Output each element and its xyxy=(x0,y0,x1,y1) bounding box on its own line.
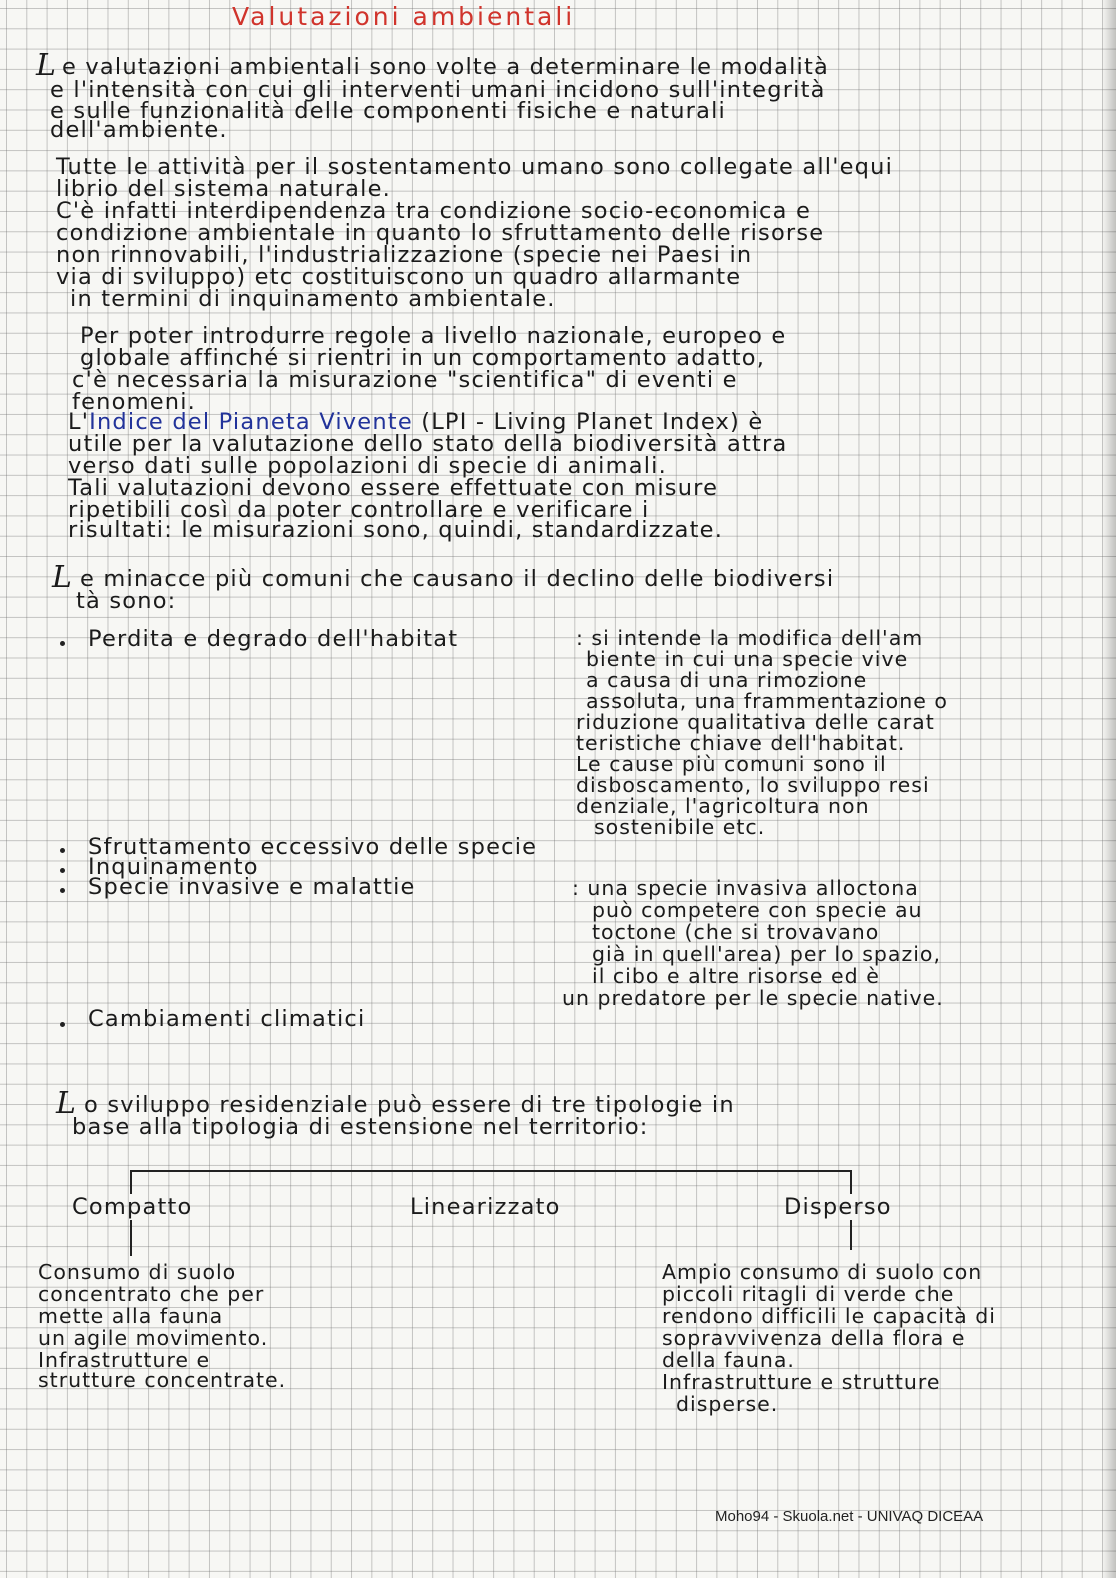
text-line: C'è infatti interdipendenza tra condizione socio-economica e xyxy=(56,198,812,224)
text-line: biente in cui una specie vive xyxy=(586,647,909,671)
text-line: o sviluppo residenziale può essere di tre tipologie in xyxy=(84,1092,735,1118)
text-line: il cibo e altre risorse ed è xyxy=(592,964,880,988)
text-line: assoluta, una frammentazione o xyxy=(586,689,948,713)
text-line: sostenibile etc. xyxy=(594,815,766,839)
text-line: della fauna. xyxy=(662,1348,795,1372)
text-line: denziale, l'agricoltura non xyxy=(576,794,870,818)
bullet-icon xyxy=(60,848,65,853)
lpi-rest: (LPI - Living Planet Index) è xyxy=(412,409,764,435)
text-line: : una specie invasiva alloctona xyxy=(572,876,919,900)
text-line: riduzione qualitativa delle carat xyxy=(576,710,935,734)
text-line: Tali valutazioni devono essere effettuate con misure xyxy=(68,475,719,501)
diagram-connector xyxy=(850,1220,852,1250)
text-line: un predatore per le specie native. xyxy=(562,986,944,1010)
threat-pollution: Inquinamento xyxy=(88,854,259,880)
text-line: teristiche chiave dell'habitat. xyxy=(576,731,906,755)
threat-invasive-label: Specie invasive e malattie xyxy=(88,874,416,900)
bullet-icon xyxy=(60,641,65,646)
text-line: risultati: le misurazioni sono, quindi, standardizzate. xyxy=(68,517,724,543)
type-linearizzato: Linearizzato xyxy=(410,1194,561,1220)
text-line: Infrastrutture e strutture xyxy=(662,1370,941,1394)
text-line: Tutte le attività per il sostentamento umano sono collegate all'equi xyxy=(56,154,894,180)
threat-habitat-label: Perdita e degrado dell'habitat xyxy=(88,626,459,652)
text-line: Ampio consumo di suolo con xyxy=(662,1260,983,1284)
text-line: concentrato che per xyxy=(38,1282,265,1306)
diagram-branch-line xyxy=(130,1170,852,1172)
initial-letter: L xyxy=(52,560,72,595)
text-line: e l'intensità con cui gli interventi umani incidono sull'integrità xyxy=(50,77,826,103)
diagram-connector xyxy=(850,1170,852,1194)
text-line: dell'ambiente. xyxy=(50,117,228,143)
text-line: non rinnovabili, l'industrializzazione (specie nei Paesi in xyxy=(56,242,753,268)
text-line: : si intende la modifica dell'am xyxy=(576,626,924,650)
text-line: strutture concentrate. xyxy=(38,1368,287,1392)
text-line: a causa di una rimozione xyxy=(586,668,868,692)
text-line: in termini di inquinamento ambientale. xyxy=(70,286,556,312)
text-line: utile per la valutazione dello stato della biodiversità attra xyxy=(68,431,788,457)
text-line: mette alla fauna xyxy=(38,1304,224,1328)
initial-letter: L xyxy=(36,48,56,83)
lpi-name: Indice del Pianeta Vivente xyxy=(89,409,413,435)
text-line: rendono difficili le capacità di xyxy=(662,1304,996,1328)
text-line: fenomeni. xyxy=(72,389,197,415)
text-line: via di sviluppo) etc costituiscono un quadro allarmante xyxy=(56,264,742,290)
diagram-connector xyxy=(130,1220,132,1256)
text-line: sopravvivenza della flora e xyxy=(662,1326,966,1350)
text-line: globale affinché si rientri in un comportamento adatto, xyxy=(80,345,766,371)
text-line: Infrastrutture e xyxy=(38,1348,211,1372)
text-line: tà sono: xyxy=(76,588,177,614)
text-line: toctone (che si trovavano xyxy=(592,920,880,944)
text-line: e valutazioni ambientali sono volte a determinare le modalità xyxy=(62,54,829,80)
text-line: Le cause più comuni sono il xyxy=(576,752,887,776)
page-title: Valutazioni ambientali xyxy=(232,2,576,31)
footer-credit: Moho94 - Skuola.net - UNIVAQ DICEAA xyxy=(715,1508,984,1525)
text-line: e sulle funzionalità delle componenti fisiche e naturali xyxy=(50,98,727,124)
text-line: Per poter introdurre regole a livello nazionale, europeo e xyxy=(80,323,787,349)
text-line: già in quell'area) per lo spazio, xyxy=(592,942,941,966)
threat-overexploitation: Sfruttamento eccessivo delle specie xyxy=(88,834,538,860)
lpi-prefix: L' xyxy=(68,409,90,435)
text-line: ripetibili così da poter controllare e verificare i xyxy=(68,497,650,523)
text-line: condizione ambientale in quanto lo sfruttamento delle risorse xyxy=(56,220,825,246)
bullet-icon xyxy=(60,888,65,893)
text-line: e minacce più comuni che causano il declino delle biodiversi xyxy=(80,566,835,592)
text-line: un agile movimento. xyxy=(38,1326,269,1350)
text-line: disboscamento, lo sviluppo resi xyxy=(576,773,930,797)
text-line: disperse. xyxy=(676,1392,779,1416)
text-line: verso dati sulle popolazioni di specie di animali. xyxy=(68,453,667,479)
text-line: Consumo di suolo xyxy=(38,1260,237,1284)
bullet-icon xyxy=(60,1022,65,1027)
bullet-icon xyxy=(60,868,65,873)
type-disperso: Disperso xyxy=(784,1194,892,1220)
text-line: librio del sistema naturale. xyxy=(56,176,391,202)
text-line: piccoli ritagli di verde che xyxy=(662,1282,955,1306)
type-compatto: Compatto xyxy=(72,1194,193,1220)
text-line: può competere con specie au xyxy=(592,898,923,922)
diagram-connector xyxy=(130,1170,132,1194)
text-line: base alla tipologia di estensione nel territorio: xyxy=(72,1114,649,1140)
initial-letter: L xyxy=(56,1086,76,1121)
threat-climate: Cambiamenti climatici xyxy=(88,1006,366,1032)
text-line: c'è necessaria la misurazione "scientifica" di eventi e xyxy=(72,367,738,393)
